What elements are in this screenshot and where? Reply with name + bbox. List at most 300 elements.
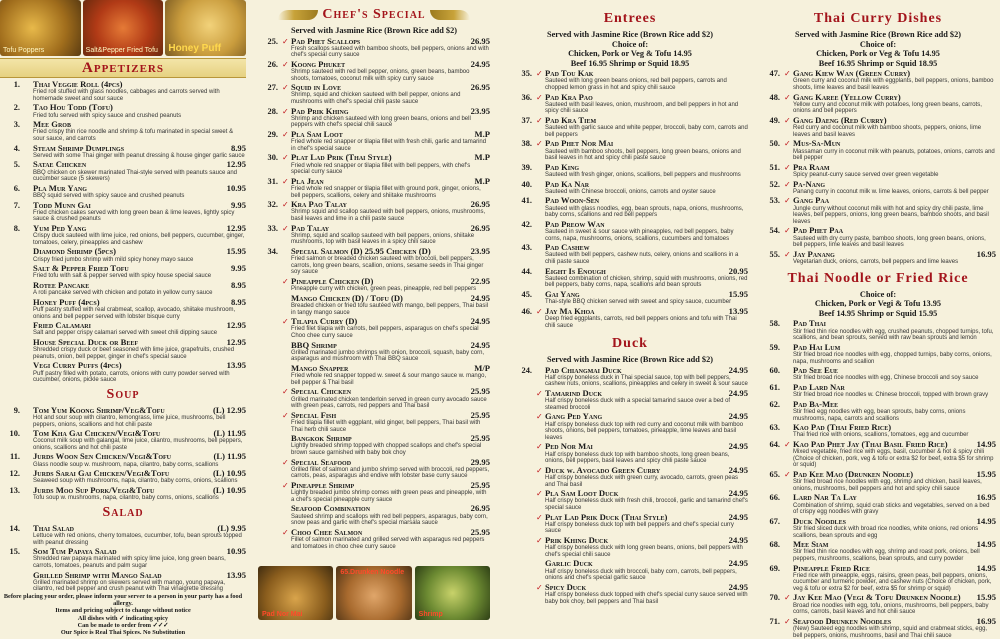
item-title-row: [33, 298, 246, 307]
item-number: 67.: [769, 516, 780, 526]
item-description: Fillet of salmon marinated and grilled served with asparagus red peppers and tomatoes in choo chee curry sauce: [291, 536, 485, 550]
item-price: 13.95: [728, 305, 748, 316]
entrees-list: [512, 69, 748, 329]
item-title-row: [33, 201, 246, 210]
menu-item: [760, 93, 996, 115]
item-body: [793, 493, 996, 515]
item-title-row: [545, 366, 748, 375]
section-title-duck: Duck: [612, 336, 648, 352]
chili-pepper-icon: ✓: [282, 153, 289, 163]
chili-pepper-icon: ✓: [282, 387, 289, 397]
chili-pepper-icon: ✓: [536, 139, 543, 149]
item-price: 16.95: [976, 615, 996, 626]
chili-pepper-icon: ✓: [282, 130, 289, 140]
item-number: 8.: [13, 223, 20, 233]
item-number: 24.: [521, 365, 532, 375]
section-title-curry: Thai Curry Dishes: [813, 11, 943, 26]
section-title-salad: Salad: [102, 504, 144, 520]
menu-item: [512, 116, 748, 138]
menu-item: [258, 200, 490, 222]
item-description: Sauteed with bell peppers, cashew nuts, celery, onions and scallions in a chili paste sauce: [545, 252, 739, 266]
item-title-row: [793, 343, 996, 352]
chili-pepper-icon: ✓: [536, 92, 543, 102]
menu-item: [0, 201, 246, 223]
item-title-row: [545, 466, 748, 475]
item-number: 14.: [9, 523, 20, 533]
item-body: [793, 116, 996, 138]
item-description: Stir fried broad rice noodles with egg, shrimp and chicken, basil leaves, onions, mushrooms, bell peppers and hot and spicy chili sauce: [793, 479, 982, 492]
item-title-row: [33, 184, 246, 193]
item-name: Honey Puff (4pcs): [33, 296, 100, 307]
item-price: 26.95: [470, 503, 490, 514]
menu-item: [0, 247, 246, 263]
menu-item: [0, 264, 246, 280]
item-price: 14.95: [976, 539, 996, 550]
item-name: Gang Kiew Wan (Green Curry): [793, 68, 911, 79]
item-title-row: [793, 139, 996, 148]
item-name: Seafood Combination: [291, 503, 371, 514]
item-name: Plat Lad Prik Duck (Thai Style): [545, 511, 668, 522]
item-title-row: [793, 440, 996, 449]
menu-item: [512, 180, 748, 196]
item-title-row: [545, 220, 748, 229]
item-description: Served with some Thai ginger with peanut dressing & house ginger garlic sauce: [33, 152, 245, 159]
chili-pepper-icon: ✓: [282, 457, 289, 467]
menu-item: [258, 224, 490, 246]
item-body: [33, 103, 246, 119]
item-price: M/P: [474, 362, 490, 373]
item-body: [33, 406, 246, 428]
item-name: Spicy Duck: [545, 581, 587, 592]
item-description: Half crispy boneless duck with long green beans, onions, bell peppers with chef's special chili sauce: [545, 545, 743, 558]
item-body: [33, 452, 246, 468]
item-title-row: [33, 338, 246, 347]
photo-caption: Honey Puff: [168, 43, 222, 54]
item-number: 65.: [769, 469, 780, 479]
menu-item: [760, 470, 996, 492]
item-number: 12.: [9, 469, 20, 479]
item-name: Pineapple Shrimp: [291, 479, 355, 490]
item-price: 13.95: [226, 569, 246, 580]
menu-item: [760, 116, 996, 138]
item-name: BBQ Shrimp: [291, 339, 337, 350]
item-description: Shrimp, squid and chicken sauteed with bell pepper, onions and mushrooms with chef's special chili paste sauce: [291, 92, 461, 106]
item-price: 25.95: [470, 386, 490, 397]
item-title-row: [291, 277, 490, 286]
item-title-row: [545, 180, 748, 189]
item-number: 39.: [521, 162, 532, 172]
menu-item: [258, 528, 490, 550]
item-title-row: [33, 264, 246, 273]
item-number: 66.: [769, 493, 780, 503]
item-number: 32.: [267, 200, 278, 210]
menu-item: [760, 440, 996, 469]
item-body: [545, 139, 748, 161]
item-description: Thai fried rice with onions, scallions, tomatoes, egg and cucumber: [793, 432, 969, 439]
menu-item: [258, 458, 490, 480]
section-title-appetizers: Appetizers: [0, 58, 246, 78]
item-body: [291, 177, 490, 199]
item-title-row: [793, 470, 996, 479]
item-number: 29.: [267, 130, 278, 140]
item-description: Half crispy boneless duck top with bell peppers and chef's special curry sauce: [545, 521, 734, 535]
item-price: 24.95: [728, 411, 748, 422]
item-description: Glass noodle soup w. mushroom, napa, cilantro, baby corns, scallions: [33, 461, 219, 468]
item-body: [33, 469, 246, 485]
item-name: Special Fish: [291, 409, 337, 420]
item-description: Fried tilapia fillet with eggplant, wild ginger, bell peppers, Thai basil with Thai herb chili sauce: [291, 419, 481, 433]
menu-item: [760, 383, 996, 399]
item-name: Gang Daeng (Red Curry): [793, 115, 887, 126]
menu-item: [760, 180, 996, 196]
duck-subtitle: Served with Jasmine Rice (Brown Rice add $2): [546, 355, 713, 365]
item-description: Half crispy boneless duck top with bamboo shoots, long green beans, onions, bell peppers, basil leaves and spicy chili paste sauce: [545, 451, 730, 465]
item-description: Stir fried sliced duck with broad rice noodles, white onions, red onions scallions, bean sprouts and egg: [793, 525, 979, 539]
chefs-special-list: [258, 37, 490, 551]
item-description: Fried whole red snapper or tilapia fillet with bell peppers, with chef's special curry sauce: [291, 162, 471, 176]
item-title-row: [33, 571, 246, 580]
item-number: 10.: [9, 429, 20, 439]
item-price: 23.95: [470, 246, 490, 257]
item-number: 28.: [267, 106, 278, 116]
item-title-row: [793, 116, 996, 125]
item-description: Fresh scallops sauteed with bamboo shoots, bell peppers, onions and with chef's special curry sauce: [291, 45, 489, 59]
item-description: Lightly breaded shrimp topped with chopped scallops and chef's special brown sauce garnished with baby bok choy: [291, 443, 482, 456]
chili-pepper-icon: ✓: [282, 59, 289, 69]
chili-pepper-icon: ✓: [536, 512, 543, 522]
menu-item: [258, 83, 490, 105]
item-description: Stir fried egg noodles with egg, bean sprouts, baby corns, onions mushrooms, napa, carrots and scallions: [793, 408, 966, 422]
item-number: 9.: [13, 405, 20, 415]
menu-item: [512, 442, 748, 464]
item-name: Prik Khing Duck: [545, 535, 609, 546]
chili-pepper-icon: ✓: [536, 536, 543, 546]
item-number: 55.: [769, 249, 780, 259]
item-description: Shrimp, squid and scallop sauteed with bell peppers, onions, shiitake mushrooms, top with basil leaves in a spicy chili sauce: [291, 232, 475, 246]
footnote-line: Can be made to order from ✓✓✓: [77, 621, 169, 629]
item-description: Hot and sour soup with cilantro, lemongrass, lime juice, mushrooms, bell peppers, onions, scallions and hot chili paste: [33, 414, 226, 428]
item-body: [793, 564, 996, 593]
item-name: Pad Phet Paa: [793, 225, 844, 236]
item-price: 24.95: [728, 535, 748, 546]
photo-shrimp: [415, 566, 490, 620]
item-body: [33, 321, 246, 337]
item-title-row: [793, 366, 996, 375]
item-title-row: [545, 559, 748, 568]
item-name: Tamarind Duck: [545, 388, 603, 399]
item-price: 16.95: [976, 248, 996, 259]
item-number: 46.: [521, 306, 532, 316]
item-title-row: [291, 107, 490, 116]
item-description: Massaman curry in coconut milk with peanuts, potatoes, onions, carrots and bell pepper: [793, 148, 995, 162]
item-description: Lightly breaded jumbo shrimp comes with green peas and pineapple, with a chef's special pineapple curry sauce: [291, 490, 487, 503]
soup-list: [0, 406, 246, 502]
item-price: 26.95: [470, 82, 490, 93]
item-number: 63.: [769, 423, 780, 433]
item-name: Pad Chiangmai Duck: [545, 364, 622, 375]
item-body: [793, 540, 996, 562]
item-title-row: [545, 389, 748, 398]
choice-line-2: Beef 16.95 Shrimp or Squid 18.95: [818, 58, 938, 68]
item-name: Diamond Shrimp (5pcs): [33, 246, 116, 257]
menu-item: [512, 93, 748, 115]
item-name: Pla Sam Loot Duck: [545, 488, 619, 499]
noodle-choice: [760, 290, 996, 319]
item-number: 15.: [9, 547, 20, 557]
item-title-row: [33, 224, 246, 233]
item-name: Ped Nor Mai: [545, 441, 593, 452]
menu-item: [512, 69, 748, 91]
item-name: Plat Lad Prik (Thai Style): [291, 152, 392, 163]
chili-pepper-icon: ✓: [282, 200, 289, 210]
item-name: Som Tum Papaya Salad: [33, 546, 117, 557]
menu-item: [512, 466, 748, 488]
item-description: Sauteed with garlic sauce and white pepper, broccoli, baby corn, carrots and bell peppers: [545, 125, 748, 138]
item-description: Fried tofu served with spicy sauce and crushed peanuts: [33, 112, 182, 119]
item-body: [545, 243, 748, 265]
item-title-row: [33, 80, 246, 89]
item-name: Duck w. Avocado Green Curry: [545, 464, 661, 475]
menu-item: [258, 60, 490, 82]
menu-item: [0, 120, 246, 142]
item-name: Pad Kee Mao (Drunken Noodle): [793, 468, 914, 479]
item-title-row: [545, 243, 748, 252]
chili-pepper-icon: ✓: [282, 480, 289, 490]
item-number: 3.: [13, 120, 20, 130]
item-description: Sauteed with Chinese broccoli, onions, carrots and oyster sauce: [545, 188, 716, 195]
menu-item: [760, 366, 996, 382]
menu-item: [512, 163, 748, 179]
item-name: Gang Ped Yang: [545, 411, 603, 422]
item-body: [793, 383, 996, 399]
chili-pepper-icon: ✓: [536, 116, 543, 126]
item-description: Fried whole red snapper topped w. sweet & sour mango sauce w. mango, bell pepper & Thai basil: [291, 373, 487, 386]
item-title-row: [793, 69, 996, 78]
item-title-row: [793, 540, 996, 549]
menu-item: [0, 184, 246, 200]
item-name: Jay Ma Khoa: [545, 305, 595, 316]
item-title-row: [291, 387, 490, 396]
item-body: [545, 290, 748, 306]
menu-item: [512, 412, 748, 441]
item-body: [291, 528, 490, 550]
item-name: Thai Veggie Roll (4pcs): [33, 79, 123, 89]
chili-pepper-icon: ✓: [282, 83, 289, 93]
menu-item: [258, 434, 490, 456]
item-body: [33, 144, 246, 160]
item-name: Pineapple Fried Rice: [793, 562, 871, 573]
menu-item: [0, 571, 246, 593]
item-number: 30.: [267, 153, 278, 163]
menu-item: [258, 247, 490, 276]
item-body: [291, 411, 490, 433]
item-number: 60.: [769, 366, 780, 376]
item-title-row: [793, 423, 996, 432]
chili-pepper-icon: ✓: [784, 162, 791, 172]
item-number: 58.: [769, 319, 780, 329]
item-body: [33, 224, 246, 246]
item-number: 59.: [769, 342, 780, 352]
item-description: Stir fried thin rice noodles with egg, crushed peanuts, chopped turnips, tofu, scallions, and bean sprouts, served with raw bean sprouts and lemon: [793, 328, 994, 342]
item-body: [793, 180, 996, 196]
choice-label: Choice of:: [611, 39, 649, 49]
item-description: Stir fried broad rice noodles with egg, Chinese broccoli and soy sauce: [793, 375, 979, 382]
item-price: 25.95: [470, 409, 490, 420]
item-body: [291, 83, 490, 105]
item-description: Shredded crispy duck or beef seasoned with lime juice, grapefruits, crushed peanuts, onion, bell pepper, ginger in chef's special sauce: [33, 347, 235, 360]
item-body: [545, 366, 748, 388]
item-name: Satae Chicken: [33, 159, 87, 170]
item-body: [545, 583, 748, 605]
menu-item: [512, 513, 748, 535]
chili-pepper-icon: ✓: [784, 469, 791, 479]
item-price: 8.95: [230, 279, 246, 290]
menu-item: [760, 163, 996, 179]
menu-item: [258, 504, 490, 526]
entrees-subtitle: Served with Jasmine Rice (Brown Rice add $2): [546, 30, 713, 39]
item-price: 14.95: [976, 515, 996, 526]
item-description: Fried whole red snapper or tilapia fillet with fresh chili, garlic and tamarind in chef's special sauce: [291, 139, 487, 152]
item-description: Shrimp sauteed with red bell pepper, onions, green beans, bamboo shoots, tomatoes, coconut milk with spicy curry sauce: [291, 69, 470, 82]
item-body: [33, 429, 246, 451]
item-price: 23.95: [470, 105, 490, 116]
item-description: Half crispy boneless duck topped with chef's special curry sauce served with baby bok choy, bell peppers and Thai basil: [545, 592, 748, 605]
menu-item: [512, 196, 748, 218]
item-price: (L) 11.95: [213, 428, 246, 439]
item-name: Eight Is Enough: [545, 265, 606, 276]
section-title-chefs-special: Chef's Special: [322, 7, 426, 22]
item-name: Mee Siam: [793, 539, 829, 550]
item-title-row: [793, 493, 996, 502]
menu-item: [258, 294, 490, 316]
chili-pepper-icon: ✓: [282, 277, 289, 286]
item-number: 70.: [769, 593, 780, 603]
menu-item: [0, 80, 246, 102]
menu-item: [760, 226, 996, 248]
item-description: Crispy fried jumbo shrimp with mild spicy honey mayo sauce: [33, 256, 194, 263]
chili-pepper-icon: ✓: [282, 36, 289, 46]
item-name: Rotee Pancake: [33, 279, 90, 290]
item-name: Gang Karee (Yellow Curry): [793, 91, 901, 102]
item-body: [793, 250, 996, 266]
item-description: Panang curry in coconut milk w. lime leaves, onions, carrots & bell pepper: [793, 188, 989, 195]
chili-pepper-icon: ✓: [784, 616, 791, 626]
item-description: Tofu soup w. mushrooms, napa, cilantro, baby corns, onions, scallions: [33, 495, 219, 502]
appetizer-photos: [0, 0, 246, 56]
item-name: Todd Munn Gai: [33, 199, 91, 210]
item-body: [793, 470, 996, 492]
item-name: Pad Tou Kak: [545, 68, 594, 79]
chili-pepper-icon: ✓: [784, 196, 791, 206]
chili-pepper-icon: ✓: [784, 69, 791, 79]
chili-pepper-icon: ✓: [536, 389, 543, 399]
chili-pepper-icon: ✓: [282, 223, 289, 233]
item-title-row: [291, 504, 490, 513]
item-description: Sauteed with dry curry paste, bamboo shoots, long green beans, onions, bell peppers, lime leaves and basil leaves: [793, 235, 986, 249]
item-price: 24.95: [728, 488, 748, 499]
menu-item: [258, 130, 490, 152]
item-body: [291, 153, 490, 175]
chili-pepper-icon: ✓: [784, 439, 791, 449]
item-description: Shredded raw papaya marinated with spicy lime juice, long green beans, carrots, tomatoes, peanuts and palm sugar: [33, 556, 226, 570]
item-body: [33, 160, 246, 182]
item-name: Pad Ba-Mee: [793, 398, 839, 409]
item-title-row: [545, 116, 748, 125]
chili-pepper-icon: ✓: [784, 92, 791, 102]
item-body: [33, 184, 246, 200]
item-body: [33, 264, 246, 280]
menu-item: [512, 583, 748, 605]
item-description: Fried rice with pineapple, eggs, raisins, green peas, bell peppers, onions, cucumber and turmeric powder, and cashew nuts (Choice of chicken, pork, veg & tofu or extra $2 for beef, extra $5 for shrimp or squid): [793, 572, 992, 592]
item-description: Sauteed with basil leaves, onion, mushroom, and bell peppers in hot and spicy chili sauce: [545, 101, 739, 115]
item-title-row: [545, 536, 748, 545]
item-price: 8.95: [230, 296, 246, 307]
item-title-row: [291, 37, 490, 46]
item-number: 48.: [769, 92, 780, 102]
item-number: 69.: [769, 563, 780, 573]
item-number: 31.: [267, 176, 278, 186]
item-name: Jay Kee Mao (Vegi & Tofu Drunken Noodle): [793, 592, 961, 603]
item-price: 24.95: [470, 292, 490, 303]
item-title-row: [291, 130, 490, 139]
item-description: Jungle curry without coconut milk with hot and spicy dry chili paste, lime leaves, bell peppers, onions, long green beans, bamboo shoots, and basil leaves: [793, 205, 989, 225]
item-title-row: [291, 177, 490, 186]
section-title-soup: Soup: [106, 386, 140, 402]
menu-item: [258, 153, 490, 175]
footnote-line: Our Spice is Real Thai Spices. No Substitution: [60, 629, 186, 637]
item-price: 22.95: [470, 276, 490, 286]
item-price: (L) 11.95: [213, 451, 246, 462]
item-title-row: [291, 224, 490, 233]
item-body: [545, 180, 748, 196]
item-name: Pad See Eue: [793, 365, 839, 376]
item-name: Pad Talay: [291, 222, 330, 233]
item-title-row: [793, 319, 996, 328]
item-body: [545, 466, 748, 488]
item-description: Thai-style BBQ chicken served with sweet and spicy sauce, cucumber: [545, 299, 732, 306]
item-title-row: [545, 93, 748, 102]
item-name: Jurds Moo Sup Pork/Vegi&Tofu: [33, 485, 155, 496]
item-name: Vegi Curry Puffs (4pcs): [33, 360, 122, 371]
item-description: Half crispy boneless duck top with red curry and coconut milk with bamboo shoots, onions, bell peppers, tomatoes, pineapple, lime leaves and basil leaves: [545, 421, 744, 441]
item-title-row: [545, 69, 748, 78]
item-number: 44.: [521, 266, 532, 276]
footnote-line: Before placing your order, please inform your server to a person in your party has a food allergy.: [3, 593, 243, 608]
photo-drunken-noodle: [336, 566, 411, 620]
item-description: Broad rice noodles with egg, tofu, onions, mushrooms, bell peppers, baby corns, carrots, basil leaves and hot chili sauce: [793, 602, 989, 616]
menu-item: [760, 617, 996, 639]
menu-item: [760, 139, 996, 161]
item-body: [33, 571, 246, 593]
item-title-row: [793, 163, 996, 172]
item-price: 24.95: [728, 464, 748, 475]
chili-pepper-icon: ✓: [536, 69, 543, 79]
item-price: 24.95: [470, 58, 490, 69]
item-body: [33, 80, 246, 102]
item-title-row: [793, 383, 996, 392]
curry-list: [760, 69, 996, 265]
chili-pepper-icon: ✓: [536, 442, 543, 452]
menu-item: [760, 540, 996, 562]
photo-tofu-poppers: [0, 0, 81, 56]
item-number: 71.: [769, 616, 780, 626]
item-number: 34.: [267, 247, 278, 257]
item-title-row: [33, 469, 246, 478]
chili-pepper-icon: ✓: [536, 306, 543, 316]
item-number: 42.: [521, 219, 532, 229]
item-title-row: [793, 250, 996, 259]
item-number: 26.: [267, 59, 278, 69]
